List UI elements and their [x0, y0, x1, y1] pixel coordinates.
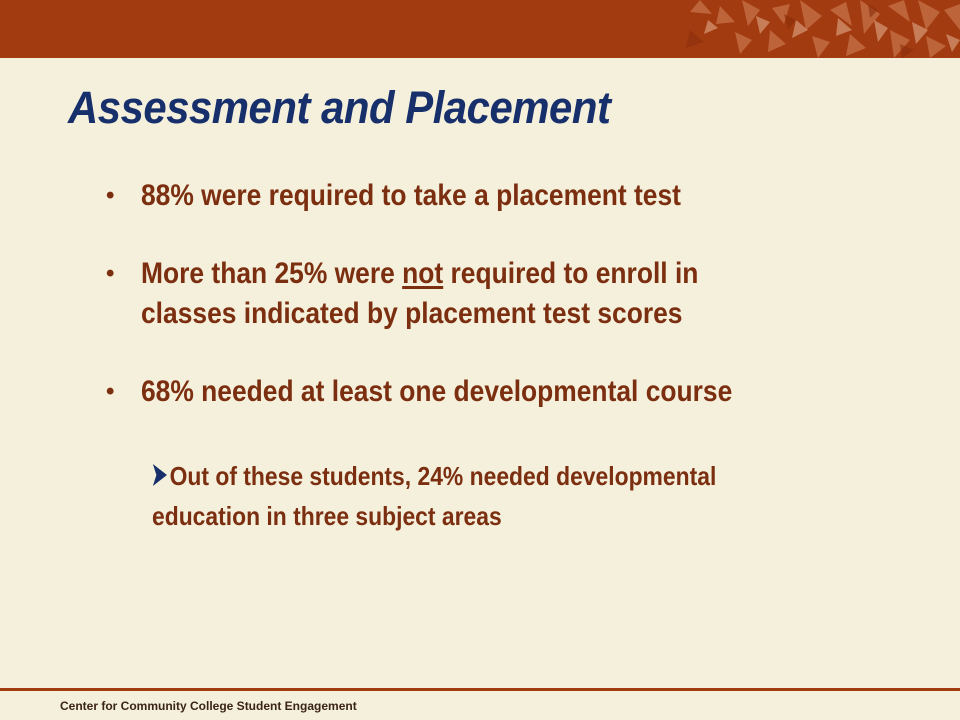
bullet-text: 68% needed at least one developmental course [141, 375, 733, 408]
slide-title: Assessment and Placement [68, 82, 611, 133]
footer-text: Center for Community College Student Engagement [60, 699, 357, 713]
sub-bullet-item [152, 456, 852, 536]
sub-bullet-line1: Out of these students, 24% needed developmental [169, 461, 717, 491]
bullet-text [141, 254, 775, 334]
footer-divider [0, 688, 960, 691]
header-bar [0, 0, 960, 58]
bullet-text-prefix: More than 25% were [141, 257, 403, 290]
bullet-glyph: • [106, 182, 115, 209]
bullet-text-line2: classes indicated by placement test scores [141, 297, 683, 330]
sub-bullet-line2: education in three subject areas [152, 501, 502, 531]
arrowhead-icon [152, 462, 168, 488]
bullet-text-suffix: required to enroll in [443, 257, 699, 290]
bullet-glyph: • [106, 260, 115, 287]
bullet-glyph: • [106, 378, 115, 405]
bullet-text: 88% were required to take a placement test [141, 179, 681, 212]
underlined-emphasis: not [402, 257, 444, 290]
decorative-star-pattern [0, 0, 960, 58]
